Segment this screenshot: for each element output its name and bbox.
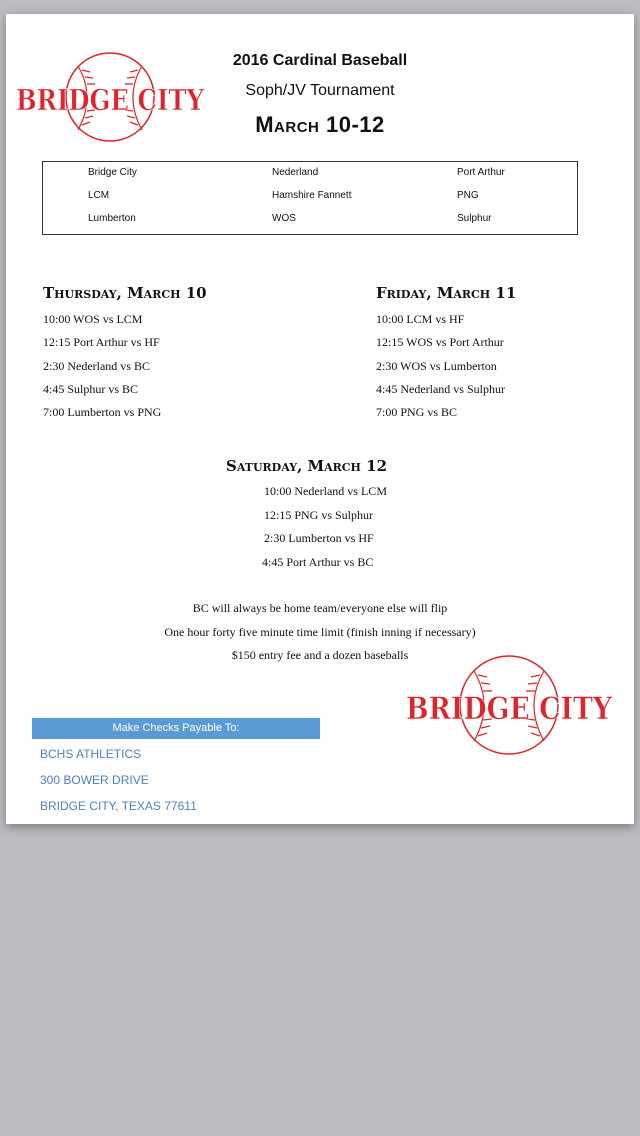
document-page — [6, 14, 634, 824]
teams-table — [42, 161, 578, 235]
team-cell: Nederland — [272, 167, 319, 178]
logo-text: BRIDGE CITY — [16, 83, 205, 117]
tournament-dates: March 10-12 — [255, 112, 385, 137]
thursday-heading: Thursday, March 10 — [43, 284, 207, 302]
friday-heading: Friday, March 11 — [376, 284, 517, 302]
bridge-city-logo-top — [12, 50, 208, 146]
team-cell: PNG — [457, 190, 479, 201]
tournament-title: 2016 Cardinal Baseball — [232, 52, 408, 69]
team-cell: Lumberton — [88, 213, 136, 224]
logo-text: BRIDGE CITY — [406, 691, 613, 727]
payee-street: 300 BOWER DRIVE — [40, 773, 149, 787]
game-item: 2:30 Nederland vs BC — [43, 359, 150, 373]
tournament-subtitle: Soph/JV Tournament — [245, 82, 395, 99]
game-item: 2:30 WOS vs Lumberton — [376, 359, 497, 373]
game-item: 4:45 Nederland vs Sulphur — [376, 382, 505, 396]
team-cell: Sulphur — [457, 213, 492, 224]
game-item: 7:00 PNG vs BC — [376, 405, 458, 419]
note-time-limit: One hour forty five minute time limit (finish inning if necessary) — [164, 625, 476, 639]
game-item: 4:45 Port Arthur vs BC — [262, 555, 374, 569]
game-item: 12:15 Port Arthur vs HF — [43, 335, 160, 349]
team-cell: WOS — [272, 213, 296, 224]
payee-city: BRIDGE CITY, TEXAS 77611 — [40, 799, 197, 813]
team-cell: Hamshire Fannett — [272, 190, 352, 201]
baseball-icon — [12, 50, 208, 146]
game-item: 12:15 PNG vs Sulphur — [264, 508, 374, 522]
game-item: 12:15 WOS vs Port Arthur — [376, 335, 504, 349]
note-entry-fee: $150 entry fee and a dozen baseballs — [231, 648, 409, 662]
baseball-icon — [402, 654, 616, 758]
game-item: 10:00 Nederland vs LCM — [264, 484, 387, 498]
payee-name: BCHS ATHLETICS — [40, 747, 142, 761]
team-cell: Port Arthur — [457, 167, 505, 178]
team-cell: Bridge City — [88, 167, 137, 178]
game-item: 10:00 WOS vs LCM — [43, 312, 143, 326]
saturday-heading: Saturday, March 12 — [226, 457, 388, 475]
game-item: 10:00 LCM vs HF — [376, 312, 465, 326]
game-item: 7:00 Lumberton vs PNG — [43, 405, 162, 419]
team-cell: LCM — [88, 190, 110, 201]
game-item: 4:45 Sulphur vs BC — [43, 382, 139, 396]
note-home-team: BC will always be home team/everyone else will flip — [192, 601, 448, 615]
bridge-city-logo-bottom — [402, 654, 616, 758]
game-item: 2:30 Lumberton vs HF — [264, 531, 374, 545]
make-checks-heading: Make Checks Payable To: — [32, 718, 320, 739]
